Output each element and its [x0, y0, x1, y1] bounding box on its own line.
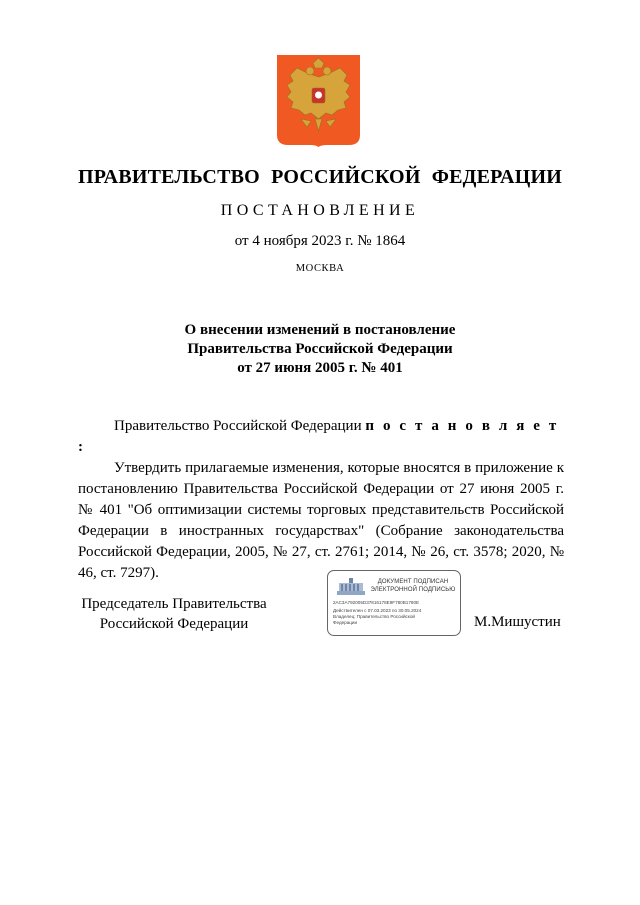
certificate-owner: Владелец: Правительство Российской [333, 614, 415, 619]
resolution-paragraph: Утвердить прилагаемые изменения, которые вносятся в приложение к постановлению Правительства Российской Федерации от 27 июня 2005 г. № 401 "Об оптимизации системы торговых представительств Российской Федерации в иностранных государствах" (Собрание законодательства Российской Федерации, 2005, № 27, ст. 2761; 2014, № 26, ст. 3578; 2020, № 46, ст. 7297). [78, 460, 564, 581]
certificate-validity: Действителен с 07.03.2023 по 30.05.2024 [333, 608, 422, 613]
subject-line: О внесении изменений в постановление [184, 322, 456, 338]
resolution-intro [78, 416, 564, 458]
coat-of-arms-emblem [277, 55, 360, 147]
electronic-signature-stamp [327, 570, 461, 636]
certificate-owner: Федерации [333, 620, 358, 625]
subject-line: от 27 июня 2005 г. № 401 [237, 360, 403, 376]
stamp-logo [336, 577, 366, 597]
certificate-number: 2AC3A792005D37816178E9F780B1780E [333, 600, 420, 605]
signer-title [78, 594, 270, 634]
stamp-heading-line: ДОКУМЕНТ ПОДПИСАН [377, 579, 449, 585]
stamp-heading [368, 579, 458, 594]
government-building-icon [336, 577, 366, 597]
decree-date-number: от 4 ноября 2023 г. № 1864 [234, 233, 406, 249]
government-title: ПРАВИТЕЛЬСТВО РОССИЙСКОЙ ФЕДЕРАЦИИ [78, 166, 562, 188]
stamp-heading-line: ЭЛЕКТРОННОЙ ПОДПИСЬЮ [370, 586, 456, 593]
document-type: ПОСТАНОВЛЕНИЕ [220, 202, 420, 219]
intro-text: Правительство Российской Федерации [114, 418, 366, 434]
decree-body [78, 416, 564, 584]
city: МОСКВА [295, 263, 345, 274]
signer-title-line: Председатель Правительства [81, 596, 267, 612]
signer-title-line: Российской Федерации [99, 616, 249, 632]
decree-subject [0, 321, 640, 378]
resolves-word: п о с т а н о в л я е т : [78, 418, 559, 455]
coat-of-arms-icon [277, 55, 360, 147]
subject-line: Правительства Российской Федерации [187, 341, 453, 357]
signer-name: М.Мишустин [474, 614, 561, 630]
